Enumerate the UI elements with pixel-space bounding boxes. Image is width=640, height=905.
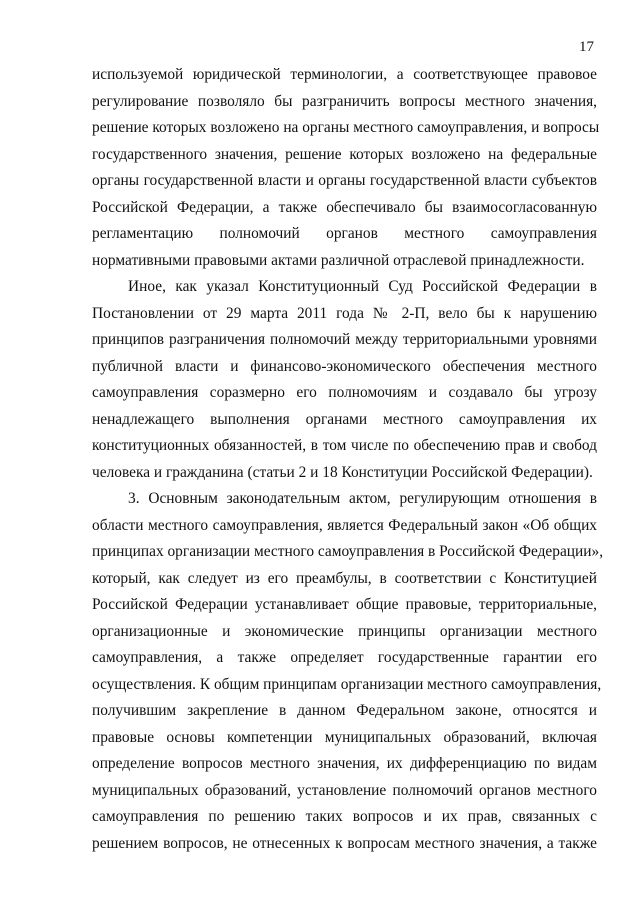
text-line: Иное, как указал Конституционный Суд Российской Федерации в — [128, 278, 597, 295]
text-line: принципах организации местного самоуправления в Российской Федерации», — [92, 543, 604, 560]
text-line: решением вопросов, не отнесенных к вопросам местного значения, а также — [92, 834, 597, 852]
text-line: государственного значения, решение которых возложено на федеральные — [92, 145, 597, 163]
text-line: муниципальных образований, установление полномочий органов местного — [92, 781, 597, 799]
text-line: регулирование позволяло бы разграничить вопросы местного значения, — [92, 92, 597, 110]
text-line: конституционных обязанностей, в том числе по обеспечению прав и свобод — [92, 437, 597, 454]
text-line: самоуправления соразмерно его полномочиям и создавало бы угрозу — [92, 384, 597, 401]
text-line: области местного самоуправления, является Федеральный закон «Об общих — [92, 516, 597, 534]
text-line: самоуправления, а также определяет государственные гарантии его — [92, 649, 597, 666]
text-line: который, как следует из его преамбулы, в соответствии с Конституцией — [92, 569, 597, 587]
text-line: принципов разграничения полномочий между территориальными уровнями — [92, 331, 597, 348]
text-line: правовые основы компетенции муниципальных образований, включая — [92, 728, 597, 746]
document-body — [92, 62, 604, 857]
text-line: регламентацию полномочий органов местного самоуправления — [92, 225, 597, 242]
text-line: получившим закрепление в данном Федеральном законе, относятся и — [92, 702, 597, 719]
text-line: определение вопросов местного значения, их дифференциацию по видам — [92, 755, 597, 772]
paragraph-2 — [92, 274, 597, 486]
text-line: 3. Основным законодательным актом, регулирующим отношения в — [128, 490, 597, 507]
text-line: осуществления. К общим принципам организации местного самоуправления, — [92, 675, 602, 693]
text-line: самоуправления по решению таких вопросов и их прав, связанных с — [92, 808, 597, 825]
text-line: решение которых возложено на органы местного самоуправления, и вопросы — [92, 119, 600, 136]
text-line: Российской Федерации устанавливает общие правовые, территориальные, — [92, 596, 597, 613]
text-line: человека и гражданина (статьи 2 и 18 Конституции Российской Федерации). — [92, 463, 593, 481]
text-line: организационные и экономические принципы организации местного — [92, 622, 597, 640]
page-number: 17 — [579, 39, 594, 55]
text-line: Российской Федерации, а также обеспечивало бы взаимосогласованную — [92, 198, 597, 216]
text-line: ненадлежащего выполнения органами местного самоуправления их — [92, 410, 597, 428]
text-line: Постановлении от 29 марта 2011 года № 2-П, вело бы к нарушению — [92, 304, 597, 322]
text-line: нормативными правовыми актами различной отраслевой принадлежности. — [92, 251, 585, 269]
paragraph-1 — [92, 62, 600, 274]
paragraph-3 — [92, 486, 604, 857]
text-line: используемой юридической терминологии, а соответствующее правовое — [92, 66, 597, 83]
text-line: органы государственной власти и органы государственной власти субъектов — [92, 172, 597, 189]
text-line: публичной власти и финансово-экономического обеспечения местного — [92, 357, 597, 375]
